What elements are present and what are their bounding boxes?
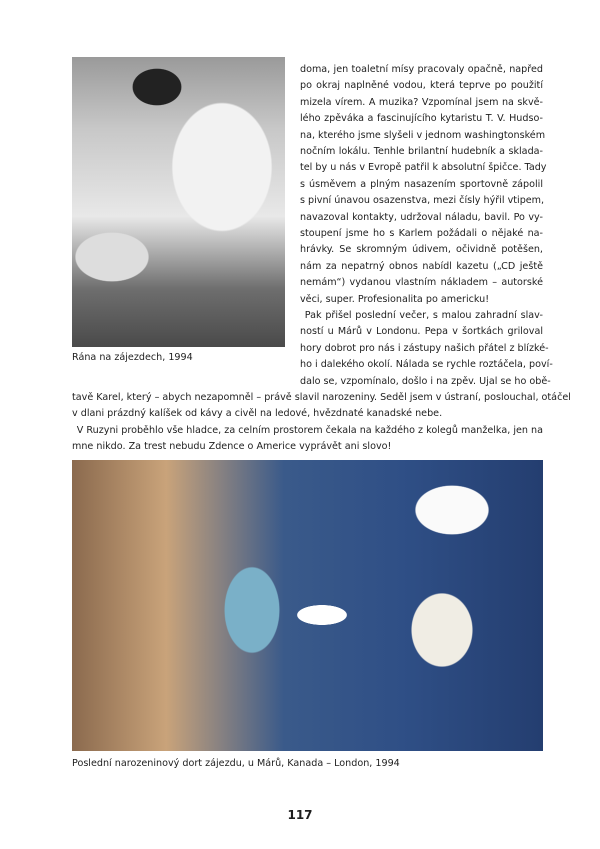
text-line: navazoval kontakty, udržoval náladu, bavil. Po vy- [300,211,543,223]
text-line: dalo se, vzpomínalo, došlo i na zpěv. Ujal se ho obě- [300,375,551,387]
text-line: v dlani prázdný kalíšek od kávy a civěl na ledové, hvězdnaté kanadské nebe. [72,408,443,420]
photo-birthday-cake [72,460,543,751]
text-line: ností u Márů v Londonu. Pepa v šortkách griloval [300,326,543,338]
text-line: lého zpěváka a fascinujícího kytaristu T. V. Hudso- [300,113,543,125]
text-line: s pivní únavou osazenstva, mezi čísly hýřil vtipem, [300,195,545,207]
text-line: V Ruzyni proběhlo vše hladce, za celním prostorem čekala na každého z kolegů manželka, jen na [72,424,543,436]
text-line: doma, jen toaletní mísy pracovaly opačně, napřed [300,64,543,75]
text-line: věci, super. Profesionalita po americku! [300,293,490,305]
text-line: nám za nepatrný obnos nabídl kazetu („CD ještě [300,260,543,272]
text-line: nočním lokálu. Tenhle brilantní hudebník a sklada- [300,146,543,157]
text-line: nemám“) vydanou vlastním nákladem – autorské [300,277,543,289]
text-line: s úsměvem a plným nasazením sportovně zápolil [300,178,543,190]
text-line: Pak přišel poslední večer, s malou zahradní slav- [300,310,543,321]
text-line: na, kterého jsme slyšeli v jednom washingtonském [300,129,546,141]
photo-morning-on-tour [72,57,285,347]
text-line: hory dobrot pro nás i zástupy našich přátel z blízké- [300,342,549,354]
text-line: mizela vírem. A muzika? Vzpomínal jsem na skvě- [300,96,543,108]
text-line: hrávky. Se skromným údivem, očividně potěšen, [300,244,543,256]
photo1-caption: Rána na zájezdech, 1994 [72,352,193,363]
text-line: ho i dalekého okolí. Nálada se rychle roztáčela, poví- [300,359,553,371]
text-line: po okraj naplněné vodou, která teprve po použití [300,80,543,92]
photo2-caption: Poslední narozeninový dort zájezdu, u Márů, Kanada – London, 1994 [72,758,400,769]
text-line: stoupení jsme ho s Karlem požádali o nějaké na- [300,228,543,239]
page-number: 117 [287,808,313,822]
text-line: mne nikdo. Za trest nebudu Zdence o Americe vyprávět ani slovo! [72,441,392,453]
text-line: tel by u nás v Evropě patřil k absolutní špičce. Tady [300,162,547,174]
text-line: tavě Karel, který – abych nezapomněl – právě slavil narozeniny. Seděl jsem v ústraní, poslouchal, otáčel [72,392,571,403]
